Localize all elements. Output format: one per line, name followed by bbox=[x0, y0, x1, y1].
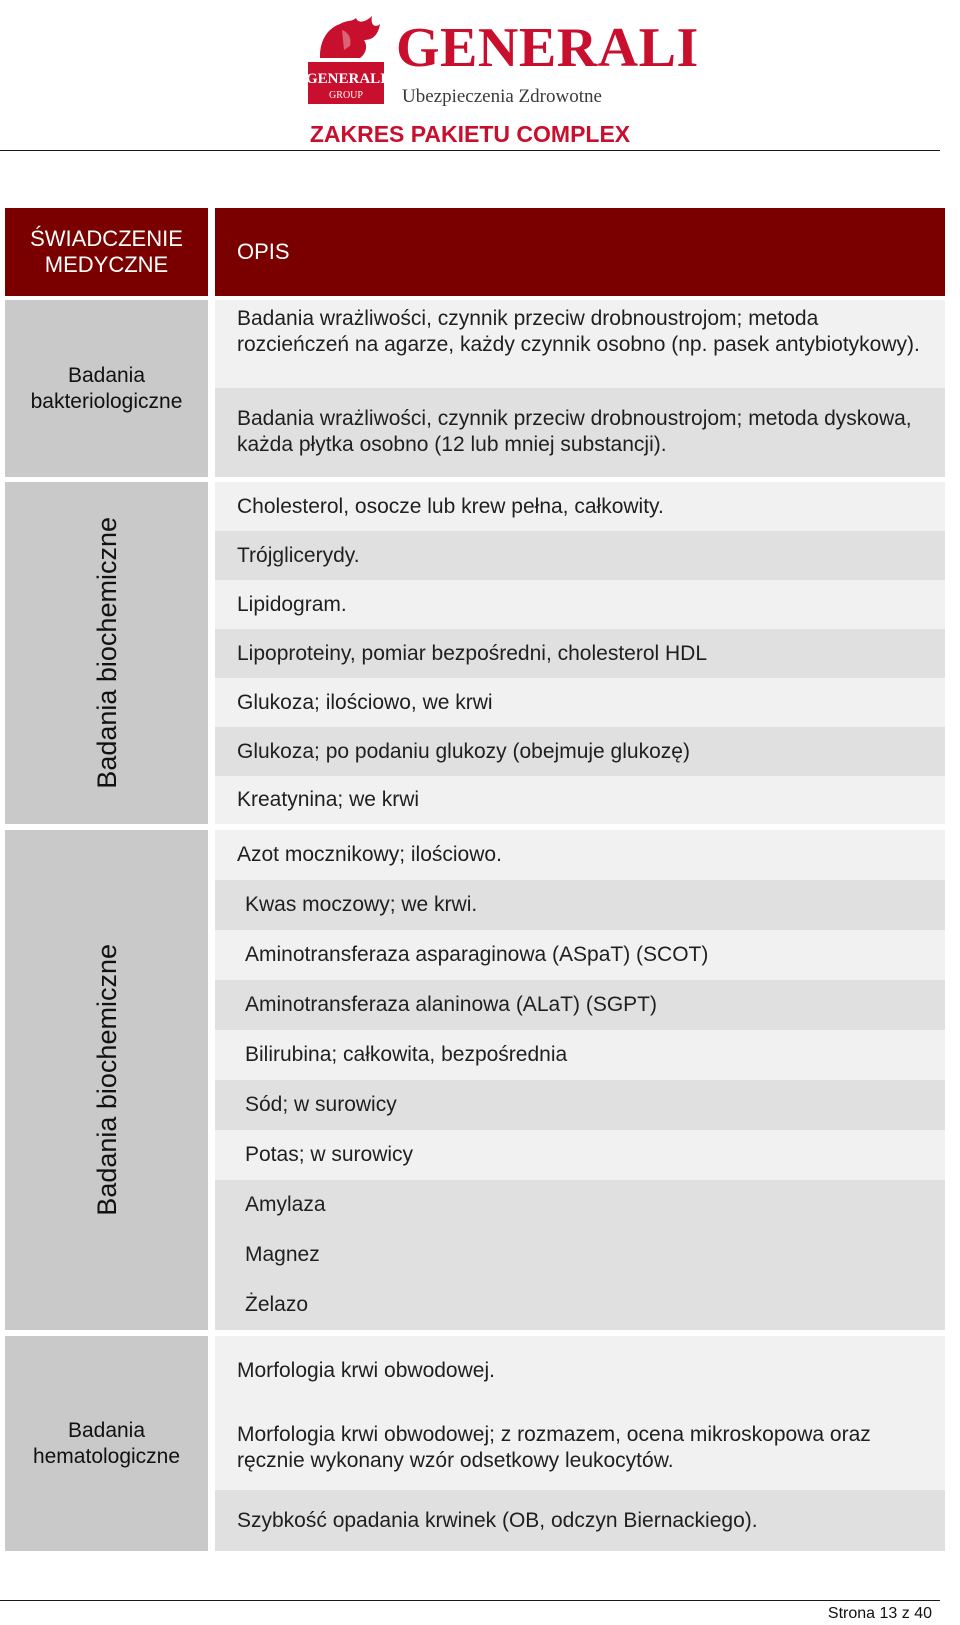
emblem-group-text: GROUP bbox=[329, 90, 363, 101]
page-header bbox=[0, 0, 960, 152]
group-label-text: Badania hematologiczne bbox=[32, 1418, 181, 1468]
table-row bbox=[215, 930, 945, 980]
group-label-text: Badania biochemiczne bbox=[91, 944, 122, 1216]
group-label-text: Badania biochemiczne bbox=[91, 517, 122, 789]
row-text: Kreatynina; we krwi bbox=[237, 788, 420, 811]
row-text: Morfologia krwi obwodowej. bbox=[237, 1359, 495, 1382]
group-label-hematological bbox=[5, 1336, 208, 1551]
row-text: Aminotransferaza alaninowa (ALaT) (SGPT) bbox=[245, 993, 657, 1016]
table-row bbox=[215, 980, 945, 1030]
table-row bbox=[215, 1490, 945, 1551]
table-row bbox=[215, 1280, 945, 1330]
table-row bbox=[215, 580, 945, 629]
row-text: Glukoza; po podaniu glukozy (obejmuje glukozę) bbox=[237, 739, 690, 763]
row-text: Badania wrażliwości, czynnik przeciw drobnoustrojom; metoda dyskowa, każda płytka osobno (12 lub mniej substancji). bbox=[237, 407, 912, 456]
page-number: Strona 13 z 40 bbox=[827, 1605, 932, 1622]
row-text: Badania wrażliwości, czynnik przeciw drobnoustrojom; metoda rozcieńczeń na agarze, każdy czynnik osobno (np. pasek antybiotykowy). bbox=[237, 307, 920, 356]
row-text: Azot mocznikowy; ilościowo. bbox=[237, 843, 502, 866]
emblem-text: GENERALI bbox=[306, 71, 386, 87]
table-row bbox=[215, 1180, 945, 1230]
row-text: Cholesterol, osocze lub krew pełna, całkowity. bbox=[237, 494, 664, 518]
column-header-description: OPIS bbox=[215, 208, 945, 296]
table-row bbox=[215, 880, 945, 930]
table-row bbox=[215, 678, 945, 727]
table-row bbox=[215, 1080, 945, 1130]
row-text: Żelazo bbox=[245, 1293, 309, 1316]
column-header-service: ŚWIADCZENIE MEDYCZNE bbox=[5, 208, 208, 296]
row-text: Sód; w surowicy bbox=[245, 1093, 397, 1116]
row-text: Morfologia krwi obwodowej; z rozmazem, ocena mikroskopowa oraz ręcznie wykonany wzór odsetkowy leukocytów. bbox=[237, 1423, 871, 1472]
header-divider bbox=[0, 150, 940, 151]
table-row bbox=[215, 776, 945, 824]
group-label-bacteriological bbox=[5, 300, 208, 477]
table-row bbox=[215, 830, 945, 880]
row-text: Potas; w surowicy bbox=[245, 1143, 414, 1166]
table-row bbox=[215, 388, 945, 477]
row-text: Amylaza bbox=[245, 1193, 326, 1216]
row-text: Magnez bbox=[245, 1243, 320, 1266]
row-text: Bilirubina; całkowita, bezpośrednia bbox=[245, 1043, 568, 1066]
table-row bbox=[215, 1336, 945, 1406]
row-text: Kwas moczowy; we krwi. bbox=[245, 893, 478, 916]
row-text: Glukoza; ilościowo, we krwi bbox=[237, 690, 493, 714]
row-text: Aminotransferaza asparaginowa (ASpaT) (SCOT) bbox=[245, 943, 709, 966]
table-row bbox=[215, 300, 945, 388]
footer-divider bbox=[0, 1600, 940, 1601]
group-label-biochemical-cont bbox=[5, 830, 208, 1330]
document-title: ZAKRES PAKIETU COMPLEX bbox=[309, 121, 631, 147]
brand-name: GENERALI bbox=[396, 17, 699, 79]
row-text: Lipidogram. bbox=[237, 592, 347, 616]
generali-lion-emblem-icon bbox=[306, 10, 386, 106]
table-row bbox=[215, 629, 945, 678]
table-row bbox=[215, 1230, 945, 1280]
group-label-text: Badania bakteriologiczne bbox=[30, 363, 183, 413]
table-row bbox=[215, 1406, 945, 1490]
table-row bbox=[215, 1030, 945, 1080]
row-text: Lipoproteiny, pomiar bezpośredni, cholesterol HDL bbox=[237, 641, 708, 665]
table-row bbox=[215, 1130, 945, 1180]
table-row bbox=[215, 482, 945, 531]
brand-subtitle: Ubezpieczenia Zdrowotne bbox=[402, 86, 602, 107]
table-row bbox=[215, 727, 945, 776]
table-row bbox=[215, 531, 945, 580]
group-label-biochemical bbox=[5, 482, 208, 824]
row-text: Trójglicerydy. bbox=[237, 543, 360, 567]
row-text: Szybkość opadania krwinek (OB, odczyn Biernackiego). bbox=[237, 1508, 758, 1532]
